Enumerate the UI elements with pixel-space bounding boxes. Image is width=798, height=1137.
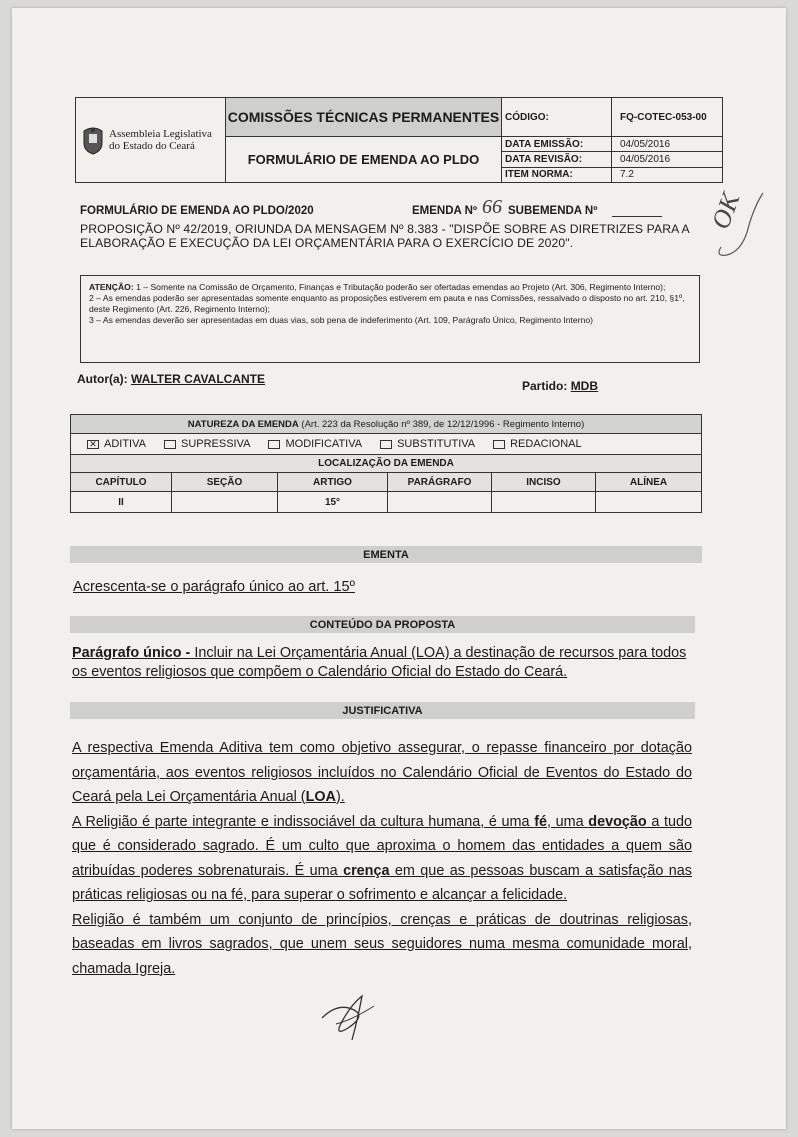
attention-line3: 3 – As emendas deverão ser apresentadas em duas vias, sob pena de indeferimento (Art. 109, Parágrafo Único, Regimento Interno) bbox=[89, 315, 593, 325]
revisao-value: 04/05/2016 bbox=[620, 153, 671, 165]
option-redacional[interactable] bbox=[493, 438, 582, 450]
artigo-value: 15° bbox=[278, 492, 388, 512]
header-logo-cell bbox=[76, 98, 226, 182]
conteudo-heading: CONTEÚDO DA PROPOSTA bbox=[70, 616, 695, 633]
justificativa-paragraph-1 bbox=[72, 736, 692, 810]
text-run: ). bbox=[335, 789, 345, 805]
partido-label: Partido: bbox=[522, 379, 568, 393]
signature-mark bbox=[318, 988, 382, 1049]
checkbox-icon[interactable] bbox=[493, 440, 505, 449]
text-run: A Religião é parte integrante e indissociável da cultura humana, é uma bbox=[72, 813, 535, 830]
partido-row bbox=[522, 379, 598, 393]
column-header: ARTIGO bbox=[278, 473, 388, 492]
checkbox-checked-icon[interactable]: ✕ bbox=[87, 440, 99, 449]
partido-value: MDB bbox=[570, 379, 599, 393]
option-label: SUBSTITUTIVA bbox=[397, 438, 476, 450]
localizacao-columns bbox=[71, 473, 701, 492]
column-header: CAPÍTULO bbox=[71, 473, 172, 492]
text-run-bold: LOA bbox=[305, 789, 336, 805]
alinea-value bbox=[596, 492, 701, 512]
conteudo-body: Incluir na Lei Orçamentária Anual (LOA) a destinação de recursos para todos os eventos religiosos que compõem o Calendário Oficial do Estado do Ceará. bbox=[72, 645, 687, 680]
attention-line2: 2 – As emendas poderão ser apresentadas somente enquanto as proposições estiverem em pauta e nas Comissões, ressalvado o disposto no art. 210, §1º, deste Regimento (Art. 226, Regimento Interno); bbox=[89, 293, 685, 314]
meta-revisao-row bbox=[502, 152, 722, 167]
natureza-options bbox=[71, 434, 701, 455]
item-value: 7.2 bbox=[620, 169, 634, 181]
meta-codigo-row bbox=[502, 98, 722, 137]
localizacao-header: LOCALIZAÇÃO DA EMENDA bbox=[71, 455, 701, 473]
coat-of-arms-icon bbox=[82, 125, 104, 155]
localizacao-values bbox=[71, 492, 701, 512]
subemenda-label: SUBEMENDA Nº bbox=[508, 205, 598, 217]
meta-item-row bbox=[502, 168, 722, 182]
checkbox-icon[interactable] bbox=[164, 440, 176, 449]
autor-row bbox=[77, 372, 265, 386]
option-label: REDACIONAL bbox=[510, 438, 582, 450]
option-label: MODIFICATIVA bbox=[285, 438, 363, 450]
text-run-bold: fé bbox=[534, 813, 547, 830]
option-label: SUPRESSIVA bbox=[180, 438, 251, 450]
autor-value: WALTER CAVALCANTE bbox=[131, 372, 265, 386]
text-run: A respectiva Emenda Aditiva tem como objetivo assegurar, o repasse financeiro por dotação orçamentária, aos eventos religiosos incluídos no Calendário Oficial de Eventos do Estado do Ceará pela Lei Orçamentária Anual ( bbox=[72, 740, 692, 805]
option-modificativa[interactable] bbox=[268, 438, 362, 450]
conteudo-lead: Parágrafo único - bbox=[72, 645, 191, 661]
column-header: PARÁGRAFO bbox=[388, 473, 492, 492]
codigo-value: FQ-COTEC-053-00 bbox=[620, 111, 707, 123]
justificativa-heading: JUSTIFICATIVA bbox=[70, 702, 695, 719]
conteudo-text bbox=[72, 644, 698, 682]
justificativa-paragraph-3: Religião é também um conjunto de princípios, crenças e práticas de doutrinas religiosas, baseadas em livros sagrados, que unem seus seguidores numa mesma comunidade moral, chamada Igreja. bbox=[72, 911, 692, 977]
subemenda-blank bbox=[612, 216, 662, 217]
form-header bbox=[75, 97, 723, 183]
capitulo-value: II bbox=[71, 492, 172, 512]
text-run: a tudo que é considerado sagrado. É um culto que aproxima o homem das entidades a quem são atribuídas poderes sobrenaturais. É uma bbox=[72, 813, 692, 879]
ementa-heading: EMENTA bbox=[70, 546, 702, 563]
secao-value bbox=[172, 492, 278, 512]
natureza-header bbox=[71, 415, 701, 434]
form-title: FORMULÁRIO DE EMENDA AO PLDO/2020 bbox=[80, 205, 314, 217]
inciso-value bbox=[492, 492, 596, 512]
margin-note: OK bbox=[705, 188, 746, 233]
option-aditiva[interactable] bbox=[87, 438, 146, 450]
option-supressiva[interactable] bbox=[164, 438, 251, 450]
checkbox-icon[interactable] bbox=[268, 440, 280, 449]
option-label: ADITIVA bbox=[104, 438, 146, 450]
column-header: INCISO bbox=[492, 473, 596, 492]
autor-label: Autor(a): bbox=[77, 372, 128, 386]
text-run-bold: devoção bbox=[588, 813, 647, 830]
header-title-cell bbox=[226, 98, 502, 182]
org-line1: Assembleia Legislativa bbox=[109, 128, 212, 140]
checkbox-icon[interactable] bbox=[380, 440, 392, 449]
proposicao-text: PROPOSIÇÃO Nº 42/2019, ORIUNDA DA MENSAGEM Nº 8.383 - "DISPÕE SOBRE AS DIRETRIZES PARA A ELABORAÇÃO E EXECUÇÃO DA LEI ORÇAMENTÁRIA PARA O EXERCÍCIO DE 2020". bbox=[80, 222, 690, 250]
header-meta-cell bbox=[502, 98, 722, 182]
ementa-text: Acrescenta-se o parágrafo único ao art. 15º bbox=[73, 579, 355, 595]
attention-label: ATENÇÃO: bbox=[89, 282, 134, 292]
attention-line1: 1 – Somente na Comissão de Orçamento, Finanças e Tributação poderão ser ofertadas emendas ao Projeto (Art. 306, Regimento Interno); bbox=[136, 282, 666, 292]
natureza-table bbox=[70, 414, 702, 513]
text-run: , uma bbox=[546, 813, 589, 830]
natureza-label: NATUREZA DA EMENDA bbox=[187, 418, 299, 430]
column-header: ALÍNEA bbox=[596, 473, 701, 492]
revisao-label: DATA REVISÃO: bbox=[502, 152, 612, 166]
justificativa-paragraph-2 bbox=[72, 810, 692, 908]
attention-box bbox=[80, 275, 700, 363]
meta-emissao-row bbox=[502, 137, 722, 152]
item-label: ITEM NORMA: bbox=[502, 168, 612, 182]
emissao-value: 04/05/2016 bbox=[620, 138, 671, 150]
header-title-form: FORMULÁRIO DE EMENDA AO PLDO bbox=[247, 152, 480, 167]
column-header: SEÇÃO bbox=[172, 473, 278, 492]
codigo-label: CÓDIGO: bbox=[502, 98, 612, 136]
emissao-label: DATA EMISSÃO: bbox=[502, 137, 612, 151]
logo-text bbox=[109, 128, 212, 152]
justificativa-body bbox=[72, 736, 692, 981]
paragrafo-value bbox=[388, 492, 492, 512]
natureza-ref: (Art. 223 da Resolução nº 389, de 12/12/1996 - Regimento Interno) bbox=[301, 418, 585, 430]
emenda-number: 66 bbox=[482, 196, 502, 218]
option-substitutiva[interactable] bbox=[380, 438, 475, 450]
text-run: em que as pessoas buscam a satisfação nas práticas religiosas ou na fé, para superar o sofrimento e alcançar a felicidade. bbox=[72, 862, 693, 903]
header-title-commissions: COMISSÕES TÉCNICAS PERMANENTES bbox=[226, 98, 501, 137]
emenda-label: EMENDA Nº bbox=[412, 205, 478, 217]
org-line2: do Estado do Ceará bbox=[109, 140, 195, 152]
text-run-bold: crença bbox=[343, 862, 390, 879]
margin-check-mark bbox=[713, 185, 765, 265]
